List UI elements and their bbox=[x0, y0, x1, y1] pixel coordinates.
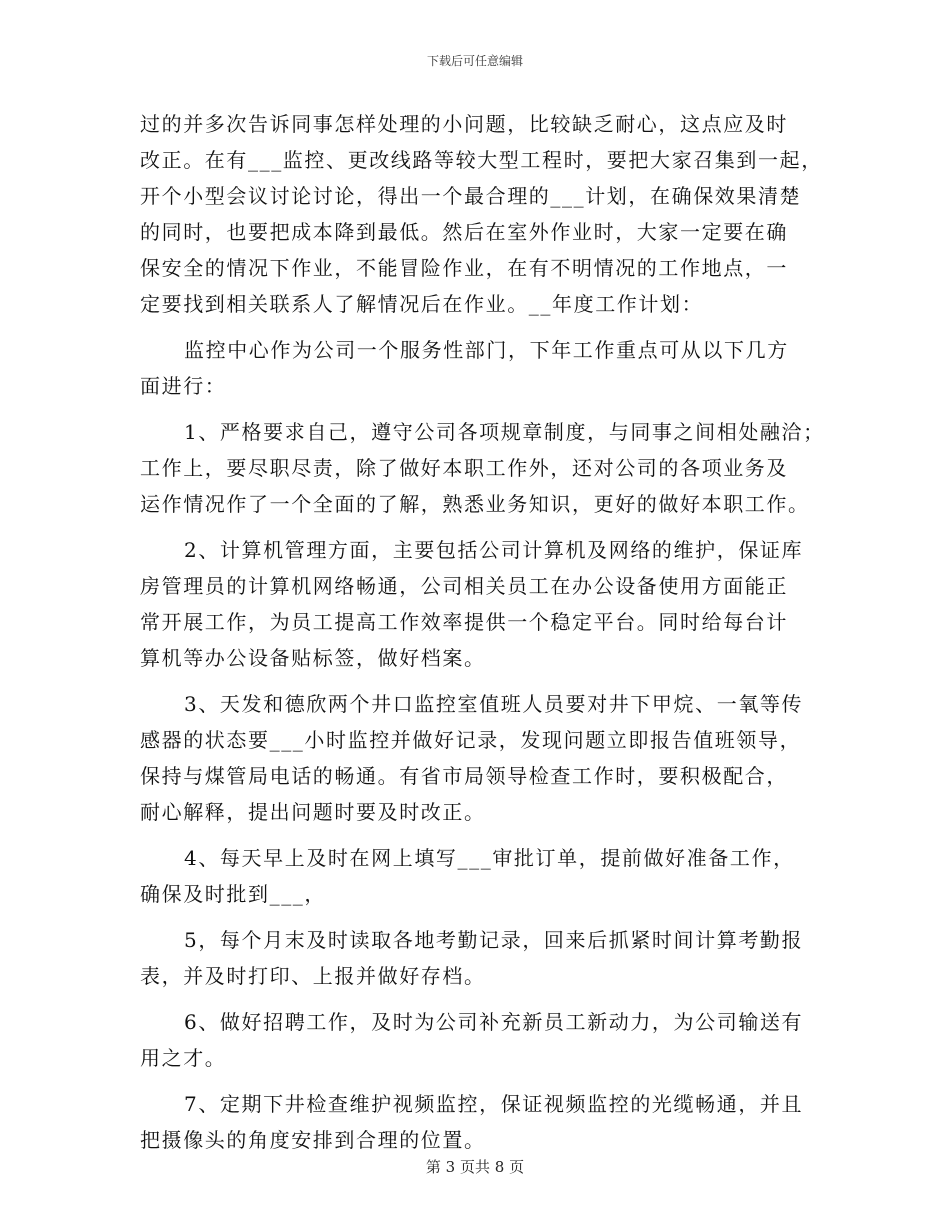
text-line: 2、计算机管理方面，主要包括公司计算机及网络的维护，保证库 bbox=[184, 538, 804, 562]
paragraph bbox=[140, 686, 820, 830]
text-line: 过的并多次告诉同事怎样处理的小问题，比较缺乏耐心，这点应及时 bbox=[140, 112, 788, 136]
document-body bbox=[140, 106, 825, 1158]
text-line: 5，每个月末及时读取各地考勤记录，回来后抓紧时间计算考勤报 bbox=[184, 928, 804, 952]
paragraph bbox=[140, 922, 820, 994]
paragraph bbox=[140, 414, 825, 522]
text-line: 算机等办公设备贴标签，做好档案。 bbox=[140, 646, 486, 670]
text-line: 6、做好招聘工作，及时为公司补充新员工新动力，为公司输送有 bbox=[184, 1010, 804, 1034]
text-line: 感器的状态要___小时监控并做好记录，发现问题立即报告值班领导， bbox=[140, 728, 802, 752]
text-line: 定要找到相关联系人了解情况后在作业。__年度工作计划： bbox=[140, 292, 704, 316]
text-line: 保持与煤管局电话的畅通。有省市局领导检查工作时，要积极配合， bbox=[140, 764, 788, 788]
text-line: 房管理员的计算机网络畅通，公司相关员工在办公设备使用方面能正 bbox=[140, 574, 788, 598]
text-line: 4、每天早上及时在网上填写___审批订单，提前做好准备工作， bbox=[184, 846, 795, 870]
text-line: 面进行： bbox=[140, 374, 227, 398]
paragraph bbox=[140, 332, 820, 404]
page-header: 下载后可任意编辑 bbox=[426, 54, 523, 68]
text-line: 用之才。 bbox=[140, 1046, 227, 1070]
text-line: 把摄像头的角度安排到合理的位置。 bbox=[140, 1128, 486, 1152]
paragraph bbox=[140, 840, 820, 912]
text-line: 1、严格要求自己，遵守公司各项规章制度，与同事之间相处融洽； bbox=[184, 420, 825, 444]
text-line: 7、定期下井检查维护视频监控，保证视频监控的光缆畅通，并且 bbox=[184, 1092, 804, 1116]
text-line: 常开展工作，为员工提高工作效率提供一个稳定平台。同时给每台计 bbox=[140, 610, 788, 634]
text-line: 监控中心作为公司一个服务性部门，下年工作重点可从以下几方 bbox=[184, 338, 789, 362]
text-line: 确保及时批到___， bbox=[140, 882, 326, 906]
text-line: 表，并及时打印、上报并做好存档。 bbox=[140, 964, 486, 988]
text-line: 保安全的情况下作业，不能冒险作业，在有不明情况的工作地点，一 bbox=[140, 256, 788, 280]
paragraph bbox=[140, 532, 820, 676]
text-line: 的同时，也要把成本降到最低。然后在室外作业时，大家一定要在确 bbox=[140, 220, 788, 244]
page-number: 第 3 页共 8 页 bbox=[425, 1158, 525, 1176]
paragraph bbox=[140, 1086, 820, 1158]
text-line: 工作上，要尽职尽责，除了做好本职工作外，还对公司的各项业务及 bbox=[140, 456, 788, 480]
text-line: 改正。在有___监控、更改线路等较大型工程时，要把大家召集到一起， bbox=[140, 148, 823, 172]
text-line: 开个小型会议讨论讨论，得出一个最合理的___计划，在确保效果清楚 bbox=[140, 184, 802, 208]
paragraph bbox=[140, 1004, 820, 1076]
paragraph bbox=[140, 106, 823, 322]
text-line: 运作情况作了一个全面的了解，熟悉业务知识，更好的做好本职工作。 bbox=[140, 492, 810, 516]
text-line: 耐心解释，提出问题时要及时改正。 bbox=[140, 800, 486, 824]
text-line: 3、天发和德欣两个井口监控室值班人员要对井下甲烷、一氧等传 bbox=[184, 692, 804, 716]
